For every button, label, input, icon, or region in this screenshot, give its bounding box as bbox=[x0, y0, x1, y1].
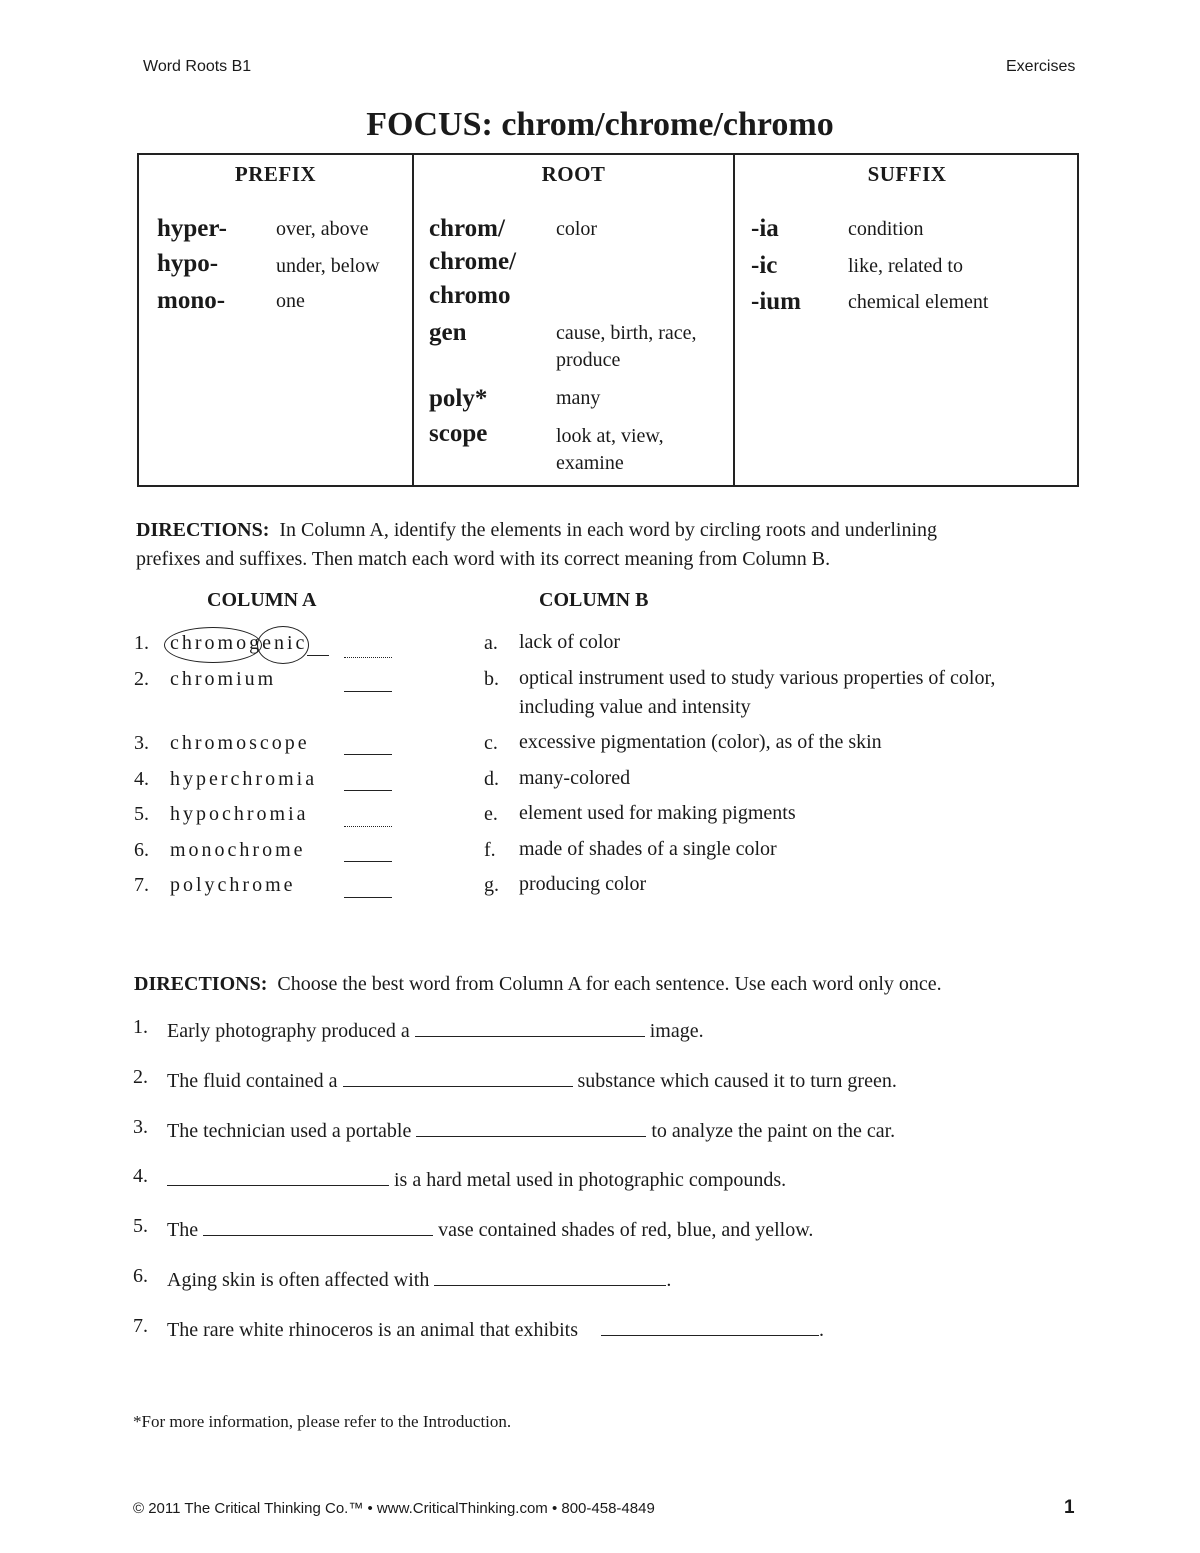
item-number: 3. bbox=[133, 1116, 148, 1138]
directions-text: Choose the best word from Column A for each sentence. Use each word only once. bbox=[277, 973, 942, 995]
directions-text: prefixes and suffixes. Then match each word with its correct meaning from Column B. bbox=[136, 548, 831, 570]
definition-letter: f. bbox=[484, 839, 496, 861]
item-number: 6. bbox=[133, 1265, 148, 1287]
directions-2 bbox=[134, 970, 1094, 999]
definition-text: producing color bbox=[519, 873, 647, 895]
answer-blank[interactable] bbox=[344, 826, 392, 827]
item-number: 3. bbox=[134, 732, 149, 754]
root-term: scope bbox=[429, 420, 488, 447]
answer-blank[interactable] bbox=[344, 861, 392, 862]
item-number: 7. bbox=[134, 874, 149, 896]
sentence-blank[interactable] bbox=[167, 1165, 389, 1186]
sentence-text: is a hard metal used in photographic compounds. bbox=[394, 1169, 787, 1191]
table-divider bbox=[412, 155, 414, 485]
item-number: 1. bbox=[134, 632, 149, 654]
suffix-meaning: chemical element bbox=[848, 291, 989, 313]
prefix-meaning: over, above bbox=[276, 218, 369, 240]
sentence-blank[interactable] bbox=[601, 1315, 819, 1336]
definition-letter: a. bbox=[484, 632, 498, 654]
directions-1 bbox=[136, 516, 1096, 574]
answer-blank[interactable] bbox=[344, 657, 392, 658]
column-a-word: chromium bbox=[170, 668, 277, 690]
definition-text: excessive pigmentation (color), as of the skin bbox=[519, 731, 882, 753]
sentence-text: Aging skin is often affected with bbox=[167, 1269, 430, 1291]
sentence-blank[interactable] bbox=[343, 1066, 573, 1087]
column-a-word: polychrome bbox=[170, 874, 296, 896]
suffix-meaning: like, related to bbox=[848, 255, 963, 277]
item-number: 2. bbox=[133, 1066, 148, 1088]
directions-label: DIRECTIONS: bbox=[136, 519, 270, 541]
column-a-word: monochrome bbox=[170, 839, 306, 861]
prefix-heading: PREFIX bbox=[234, 162, 317, 186]
prefix-meaning: one bbox=[276, 290, 305, 312]
column-a-word: chromoscope bbox=[170, 732, 310, 754]
sentence-text: substance which caused it to turn green. bbox=[577, 1070, 897, 1092]
definition-letter: c. bbox=[484, 732, 498, 754]
sentence-text: Early photography produced a bbox=[167, 1020, 410, 1042]
column-a-word: chromogenic bbox=[170, 632, 308, 654]
page-title: FOCUS: chrom/chrome/chromo bbox=[366, 106, 834, 143]
sentence-text: The technician used a portable bbox=[167, 1120, 412, 1142]
sentence-text: The rare white rhinoceros is an animal that exhibits bbox=[167, 1319, 578, 1341]
sentence-blank[interactable] bbox=[416, 1116, 646, 1137]
root-term: chrome/ bbox=[429, 248, 517, 275]
prefix-meaning: under, below bbox=[276, 255, 380, 277]
root-meaning: cause, birth, race, bbox=[556, 322, 697, 344]
sentence-blank[interactable] bbox=[203, 1215, 433, 1236]
root-term: poly* bbox=[429, 385, 488, 412]
column-a-word: hypochromia bbox=[170, 803, 309, 825]
answer-blank[interactable] bbox=[344, 754, 392, 755]
item-number: 7. bbox=[133, 1315, 148, 1337]
definition-letter: b. bbox=[484, 668, 499, 690]
definition-text: many-colored bbox=[519, 767, 631, 789]
sentence-text: . bbox=[818, 1319, 824, 1341]
suffix-underline-mark bbox=[307, 655, 329, 656]
suffix-meaning: condition bbox=[848, 218, 924, 240]
sentence-text: vase contained shades of red, blue, and yellow. bbox=[438, 1219, 814, 1241]
item-number: 5. bbox=[133, 1215, 148, 1237]
root-heading: ROOT bbox=[541, 162, 606, 186]
table-divider bbox=[733, 155, 735, 485]
sentence-blank[interactable] bbox=[434, 1265, 666, 1286]
definition-letter: e. bbox=[484, 803, 498, 825]
sentence-text: The fluid contained a bbox=[167, 1070, 338, 1092]
definition-text: optical instrument used to study various properties of color, bbox=[519, 667, 996, 689]
suffix-term: -ic bbox=[751, 252, 778, 279]
definition-text: element used for making pigments bbox=[519, 802, 796, 824]
suffix-term: -ium bbox=[751, 288, 801, 315]
root-meaning: color bbox=[556, 218, 598, 240]
header-right: Exercises bbox=[1006, 58, 1076, 75]
root-meaning: many bbox=[556, 387, 601, 409]
definition-text: lack of color bbox=[519, 631, 621, 653]
directions-label: DIRECTIONS: bbox=[134, 973, 268, 995]
root-term: gen bbox=[429, 319, 467, 346]
root-meaning: look at, view, bbox=[556, 425, 664, 447]
column-a-heading: COLUMN A bbox=[207, 589, 317, 611]
prefix-term: mono- bbox=[157, 287, 226, 314]
footnote: *For more information, please refer to the Introduction. bbox=[133, 1412, 512, 1431]
definition-text: made of shades of a single color bbox=[519, 838, 777, 860]
definition-text: including value and intensity bbox=[519, 696, 751, 718]
answer-blank[interactable] bbox=[344, 897, 392, 898]
root-term: chromo bbox=[429, 282, 511, 309]
item-number: 4. bbox=[134, 768, 149, 790]
root-circle-mark bbox=[257, 626, 309, 664]
item-number: 1. bbox=[133, 1016, 148, 1038]
sentence-text: image. bbox=[649, 1020, 704, 1042]
sentence-text: to analyze the paint on the car. bbox=[651, 1120, 896, 1142]
prefix-term: hyper- bbox=[157, 215, 227, 242]
definition-letter: g. bbox=[484, 874, 499, 896]
prefix-term: hypo- bbox=[157, 250, 219, 277]
column-b-heading: COLUMN B bbox=[539, 589, 649, 611]
header-left: Word Roots B1 bbox=[143, 58, 252, 75]
definition-letter: d. bbox=[484, 768, 499, 790]
answer-blank[interactable] bbox=[344, 691, 392, 692]
suffix-heading: SUFFIX bbox=[867, 162, 947, 186]
item-number: 4. bbox=[133, 1165, 148, 1187]
item-number: 5. bbox=[134, 803, 149, 825]
root-meaning: examine bbox=[556, 452, 624, 474]
directions-text: In Column A, identify the elements in each word by circling roots and underlining bbox=[279, 519, 937, 541]
page-number: 1 bbox=[1064, 1497, 1075, 1518]
root-circle-mark bbox=[164, 627, 262, 663]
item-number: 2. bbox=[134, 668, 149, 690]
answer-blank[interactable] bbox=[344, 790, 392, 791]
word-roots-table bbox=[137, 153, 1079, 487]
sentence-blank[interactable] bbox=[415, 1016, 645, 1037]
column-a-word: hyperchromia bbox=[170, 768, 318, 790]
sentence-text: The bbox=[167, 1219, 199, 1241]
suffix-term: -ia bbox=[751, 215, 779, 242]
root-term: chrom/ bbox=[429, 215, 505, 242]
item-number: 6. bbox=[134, 839, 149, 861]
root-meaning: produce bbox=[556, 349, 621, 371]
copyright-footer: © 2011 The Critical Thinking Co.™ • www.CriticalThinking.com • 800-458-4849 bbox=[133, 1500, 655, 1517]
sentence-text: . bbox=[666, 1269, 672, 1291]
